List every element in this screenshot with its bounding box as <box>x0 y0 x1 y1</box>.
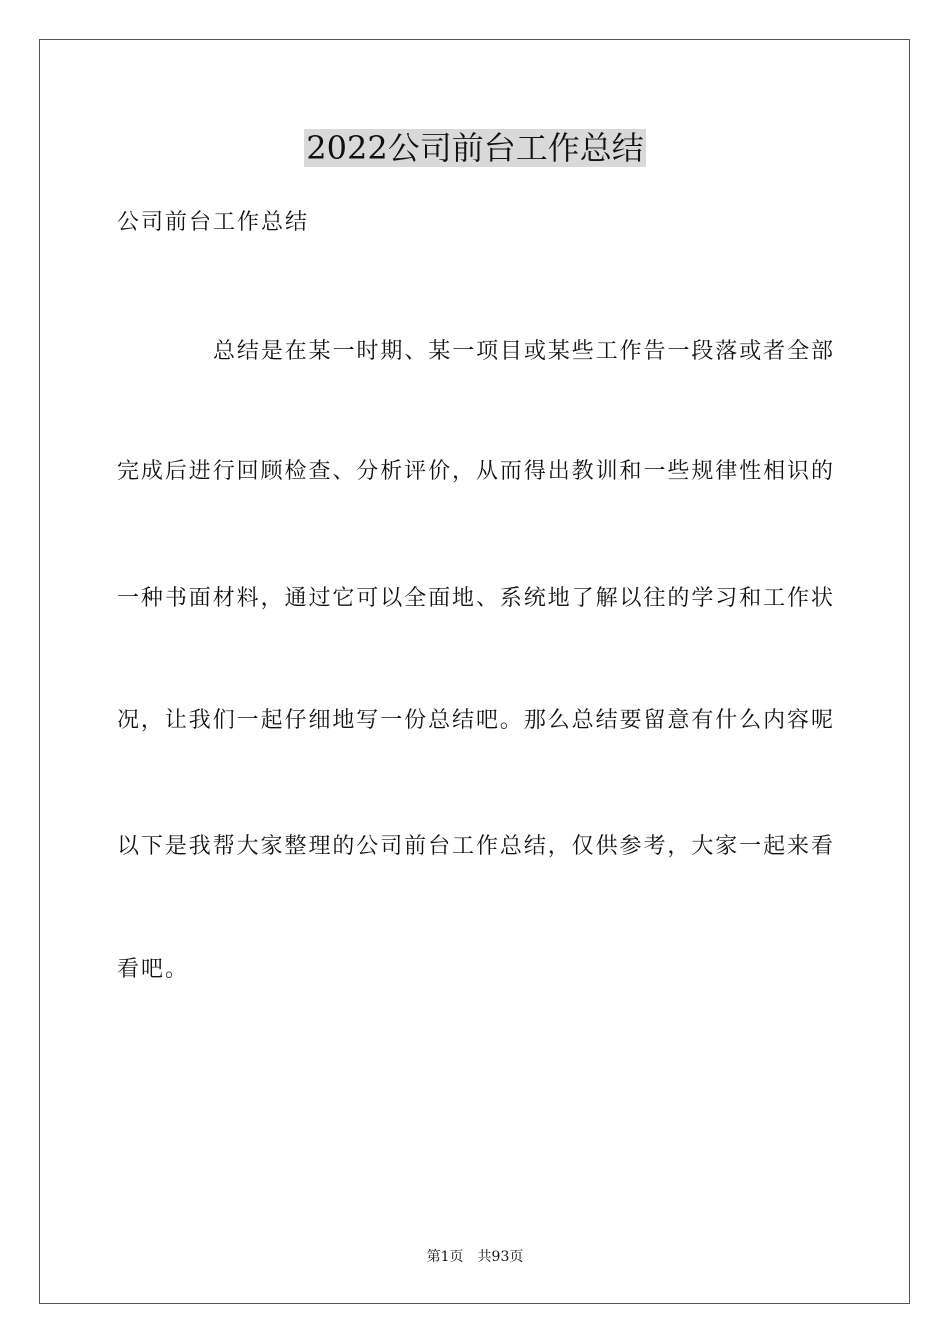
paragraph-line: 完成后进行回顾检查、分析评价，从而得出教训和一些规律性相识的 <box>117 459 833 484</box>
paragraph-line: 以下是我帮大家整理的公司前台工作总结，仅供参考，大家一起来看 <box>117 834 833 859</box>
document-title <box>0 126 950 170</box>
document-title-text: 2022公司前台工作总结 <box>306 129 644 167</box>
page-number: 第1页 <box>426 1249 464 1265</box>
paragraph-line: 看吧。 <box>117 957 190 982</box>
page-footer <box>0 1248 950 1266</box>
page-total: 共93页 <box>477 1249 524 1265</box>
paragraph-line: 总结是在某一时期、某一项目或某些工作告一段落或者全部 <box>213 339 833 364</box>
paragraph-line: 况，让我们一起仔细地写一份总结吧。那么总结要留意有什么内容呢 <box>117 708 833 733</box>
document-subtitle: 公司前台工作总结 <box>117 210 310 235</box>
paragraph-line: 一种书面材料，通过它可以全面地、系统地了解以往的学习和工作状 <box>117 586 833 611</box>
